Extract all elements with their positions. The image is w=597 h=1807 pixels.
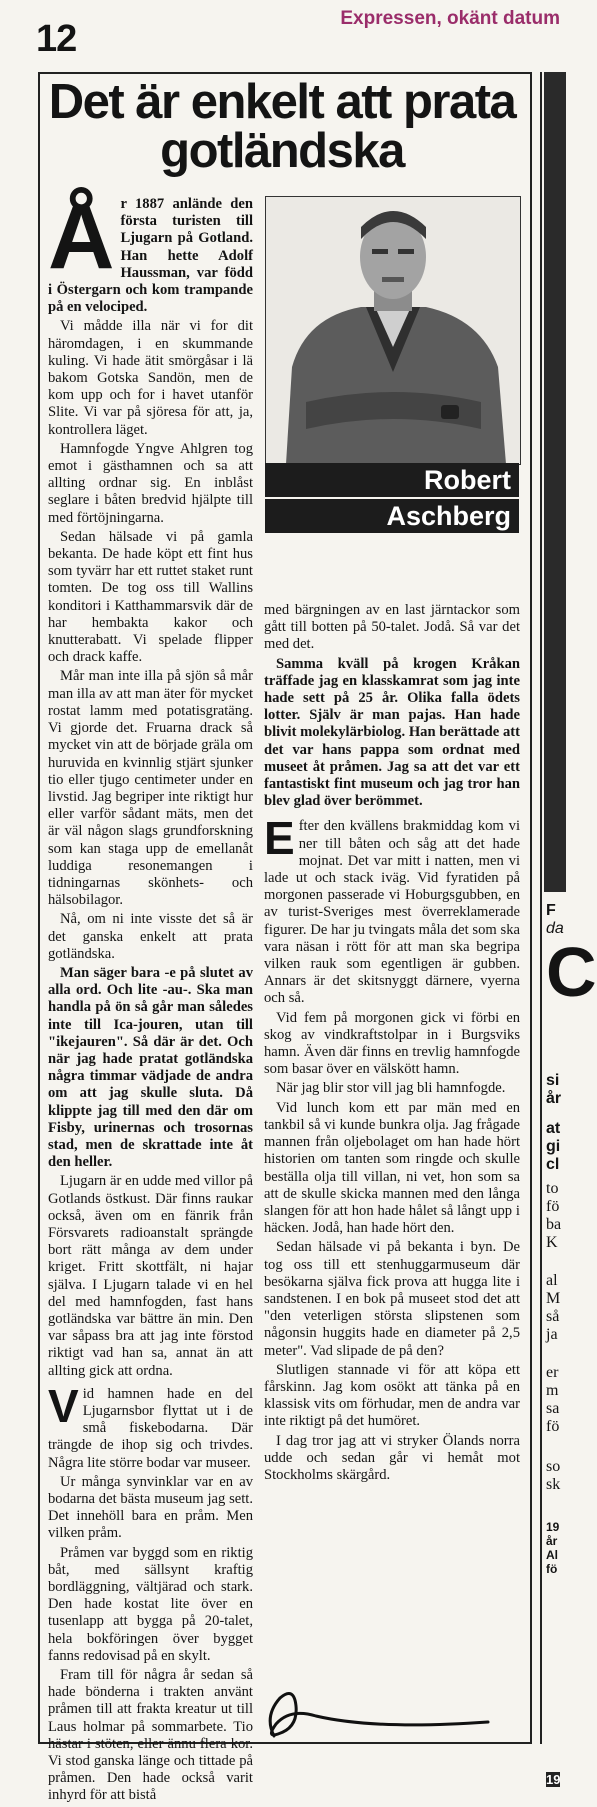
drop-cap: V	[48, 1379, 79, 1432]
body-paragraph: med bärgningen av en last järntackor som gått till botten på 50-talet. Jodå. Så var det med det.	[264, 602, 520, 653]
section-text: fter den kvällens brakmiddag kom vi ner till båten och såg att det hade mojnat. Det var mitt i natten, men vi lade ut och stack iväg. Vid fyratiden på morgonen passerade vi Hoburgsgubben, en av turist-Sveriges mest överreklamerade figurer. De har ju tvingats måla det som ska vara näsan i rött för att man ska begripa vilken rauk som egentligen är gubben. Annars är det skitsnyggt därnere, vyerna och så.	[264, 818, 520, 1007]
body-paragraph: I dag tror jag att vi stryker Ölands norra udde och sedan går vi hemåt mot Stockholms skärgård.	[264, 1432, 520, 1483]
body-paragraph: Nå, om ni inte visste det så är det ganska enkelt att prata gotländska.	[48, 911, 253, 962]
byline-last-name: Aschberg	[265, 499, 519, 533]
intro-text: r 1887 anlände den första turisten till Ljugarn på Gotland. Han hette Adolf Haussman, var född i Östergarn och kom trampande på en velociped.	[48, 196, 253, 316]
drop-cap: E	[264, 812, 295, 865]
byline-first-name: Robert	[265, 463, 519, 497]
edge-fragment: so	[546, 1458, 561, 1475]
intro-paragraph	[48, 186, 253, 316]
section-text: id hamnen hade en del Ljugarnsbor flyttat ut i de små fiskebodarna. Där trängde de ihop sig och trivdes. Några lite större bodar var museer.	[48, 1385, 253, 1471]
portrait-photo	[265, 196, 521, 465]
section-paragraph	[264, 812, 520, 1007]
edge-fragment: sa	[546, 1400, 560, 1417]
body-paragraph: Fram till för några år sedan så hade bönderna i trakten använt pråmen till att frakta kreatur ut till Laus holmar på sommarbete. Tio hästar i stöten, eller ännu flera kor. Vi stod ganska länge och tittade på pråmen. Den hade också varit inhyrd för att bistå	[48, 1667, 253, 1804]
article-column-2	[264, 602, 520, 1486]
adjacent-article-edge	[540, 72, 597, 1787]
edge-fragment: ba	[546, 1216, 562, 1233]
edge-fragment: si	[546, 1072, 560, 1089]
edge-fragment: år	[546, 1534, 558, 1548]
adjacent-photo-edge	[544, 72, 566, 892]
body-paragraph: Sedan hälsade vi på gamla bekanta. De hade köpt ett fint hus som tyvärr har ett ruttet staket runt tomten. De tog oss till Wallins konditori i Katthammarsvik där de har hembakta kakor och knutterabatt. Vi spelade flipper och drack kaffe.	[48, 528, 253, 666]
body-paragraph: Vi mådde illa när vi for dit häromdagen, i en skummande kuling. Vi hade ätit smörgåsar i lä bakom Gotska Sandön, men de kom upp och for i havet utanför Slite. Vi var på sjöresa för att, ja, kontrollera läget.	[48, 318, 253, 438]
edge-fragment: fö	[546, 1418, 560, 1435]
portrait-icon	[266, 197, 520, 464]
source-note: Expressen, okänt datum	[340, 8, 560, 29]
body-paragraph: Sedan hälsade vi på bekanta i byn. De tog oss till ett stenhuggarmuseum där besökarna själva fick prova att hugga lite i sandstenen. I en bok på museet stod det att "den veterligen största slipstenen som någonsin huggits hade en diameter på 2,5 meter". Vad slipade de på den?	[264, 1239, 520, 1359]
bold-paragraph: Man säger bara -e på slutet av alla ord. Och lite -au-. Ska man handla på ön så går man således inte till Ica-jouren, utan till "ikejauren". Så där är det. Och när jag hade pratat gotländska några timmar vädjade de andra om att jag skulle sluta. Då klippte jag till med den där om Fisby, urinernas och trosornas stad, men de skrattade inte åt den heller.	[48, 964, 253, 1171]
bold-paragraph: Samma kväll på krogen Kråkan träffade jag en klasskamrat som jag inte hade sett på 25 år. Olika falla ödets lotter. Själv är man pajas. Han hade blivit molekylärbiolog. Han berättade att det var hans pappa som ordnat med museet åt pråmen. Jag sa att det var ett fantastiskt fint museum och jag tror han blev glad över berömmet.	[264, 655, 520, 810]
edge-fragment: da	[546, 920, 564, 937]
edge-fragment: så	[546, 1308, 560, 1325]
article-column-1	[48, 186, 253, 1807]
edge-fragment: at	[546, 1120, 561, 1137]
signature-icon	[256, 1686, 496, 1742]
edge-fragment: fö	[546, 1562, 558, 1576]
body-paragraph: När jag blir stor vill jag bli hamnfogde.	[276, 1080, 506, 1097]
body-paragraph: Vid lunch kom ett par män med en tankbil så vi kunde bunkra olja. Jag frågade mannen från oljebolaget om han hade hört historien om tanten som ringde och skulle beställa olja till villan, ni vet, hon som sa att de skulle skicka mannen med den långa slangen för att hon hade hålet så långt upp i häcken. Jodå, han hade hört den.	[264, 1099, 520, 1237]
edge-fragment: år	[546, 1090, 562, 1107]
edge-fragment: cl	[546, 1156, 560, 1173]
edge-fragment: K	[546, 1234, 558, 1251]
page-number: 12	[36, 18, 77, 60]
edge-fragment: C	[546, 933, 597, 1011]
edge-fragment: Al	[546, 1548, 558, 1562]
body-paragraph: Vid fem på morgonen gick vi förbi en skog av vindkraftstolpar in i Burgsviks hamn. Även där finns en trevlig hamnfogde som basar över en välskött hamn.	[264, 1009, 520, 1078]
body-paragraph: Mår man inte illa på sjön så mår man illa av att man äter för mycket rostat lamm med potatisgratäng. Vi gjorde det. Fruarna drack så mycket vin att de började gräla om huruvida en kvinnlig stjärt sjunker tio eller tjugo centimeter under en livstid. Jag begriper inte riktigt hur eller varför sådant mäts, men det är väl någon slags grundforskning som kan staga upp de emellanåt luddiga resonemangen i tidningarnas skönhets- och hälsobilagor.	[48, 668, 253, 909]
body-paragraph: Pråmen var byggd som en riktig båt, med sällsynt kraftig bordläggning, vältjärad och stark. Den hade kostat lite över en tusenlapp att bygga på 20-talet, hela bokföringen över bygget fanns redovisad på en skylt.	[48, 1544, 253, 1664]
body-paragraph: Slutligen stannade vi för att köpa ett fårskinn. Jag kom osökt att tänka på en klassisk vits om förhudar, men de andra var inte riktigt på det humöret.	[264, 1361, 520, 1430]
edge-fragment: gi	[546, 1138, 561, 1155]
edge-fragment: to	[546, 1180, 559, 1197]
drop-cap: Å	[48, 186, 115, 288]
edge-fragment: F	[546, 902, 556, 919]
edge-fragment: ja	[546, 1326, 558, 1343]
edge-fragment: M	[546, 1290, 561, 1307]
headline: Det är enkelt att prata gotländska	[48, 75, 516, 178]
body-paragraph: Ur många synvinklar var en av bodarna det bästa museum jag sett. Det innehöll bara en pråm. Men vilken pråm.	[48, 1473, 253, 1542]
edge-fragment: fö	[546, 1198, 560, 1215]
section-paragraph	[48, 1379, 253, 1472]
edge-fragment: 19	[546, 1520, 560, 1534]
edge-fragment: 19	[546, 1772, 561, 1787]
edge-fragment: sk	[546, 1476, 561, 1493]
body-paragraph: Ljugarn är en udde med villor på Gotlands östkust. Där finns raukar också, även om en fänrik från Försvarets radioanstalt sprängde bort rätt många av dem under kriget. Fritt skottfält, ni hajar själva. I Ljugarn talade vi en hel del med hamnfogden, fast hans gotländska var bättre än min. Den var såpass bra att jag inte förstod riktigt vad han sa, annat än att allting gick att ordna.	[48, 1173, 253, 1379]
edge-fragment: m	[546, 1382, 559, 1399]
edge-fragment: er	[546, 1364, 559, 1381]
edge-fragment: al	[546, 1272, 558, 1289]
body-paragraph: Hamnfogde Yngve Ahlgren tog emot i gästhamnen och sa att allting ordnar sig. En inblåst seglare i båten bredvid hjälpte till med förtöjningarna.	[48, 440, 253, 526]
